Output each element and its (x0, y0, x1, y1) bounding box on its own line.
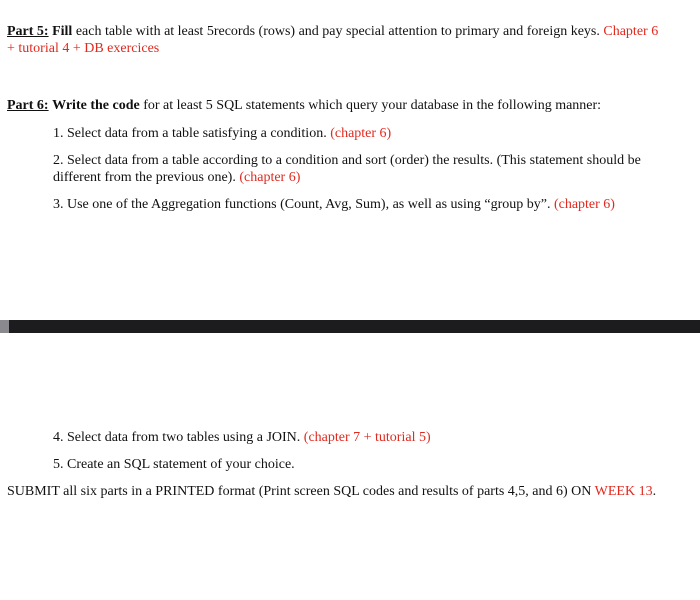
submit-paragraph (7, 483, 664, 500)
page-break-divider (0, 320, 700, 333)
submit-text: SUBMIT all six parts in a PRINTED format (Print screen SQL codes and results of parts 4,5, and 6) ON (7, 484, 595, 499)
list-item-text: 4. Select data from two tables using a JOIN. (53, 430, 304, 445)
submit-end: . (652, 484, 657, 499)
part5-text: each table with at least 5records (rows) and pay special attention to primary and foreign keys. (72, 24, 604, 39)
list-item-text: 5. Create an SQL statement of your choice. (53, 457, 295, 472)
list-item (53, 125, 664, 142)
part5-label: Part 5: (7, 24, 49, 39)
list-item-reference: (chapter 7 + tutorial 5) (303, 430, 431, 445)
list-item-text: 2. Select data from a table according to a condition and sort (order) the results. (This statement should be different from the previous one). (53, 153, 641, 185)
divider-marker (0, 320, 9, 333)
part5-reference: Chapter 6 + tutorial 4 + DB exercices (7, 24, 659, 56)
list-item (53, 196, 664, 213)
list-item (53, 429, 664, 446)
list-item-text: 3. Use one of the Aggregation functions (Count, Avg, Sum), as well as using “group by”. (53, 197, 554, 212)
list-item-reference: (chapter 6) (239, 170, 301, 185)
list-item-reference: (chapter 6) (330, 126, 392, 141)
list-item-reference: (chapter 6) (553, 197, 615, 212)
part6-label: Part 6: (7, 98, 49, 113)
part5-paragraph (7, 23, 664, 57)
part5-bold-word: Fill (52, 24, 73, 39)
part6-bold-phrase: Write the code (52, 98, 140, 113)
part6-paragraph (7, 97, 664, 114)
list-item (53, 456, 664, 473)
list-item (53, 152, 664, 186)
submit-week: WEEK 13 (594, 484, 653, 499)
list-item-text: 1. Select data from a table satisfying a condition. (53, 126, 331, 141)
part6-text: for at least 5 SQL statements which query your database in the following manner: (139, 98, 602, 113)
